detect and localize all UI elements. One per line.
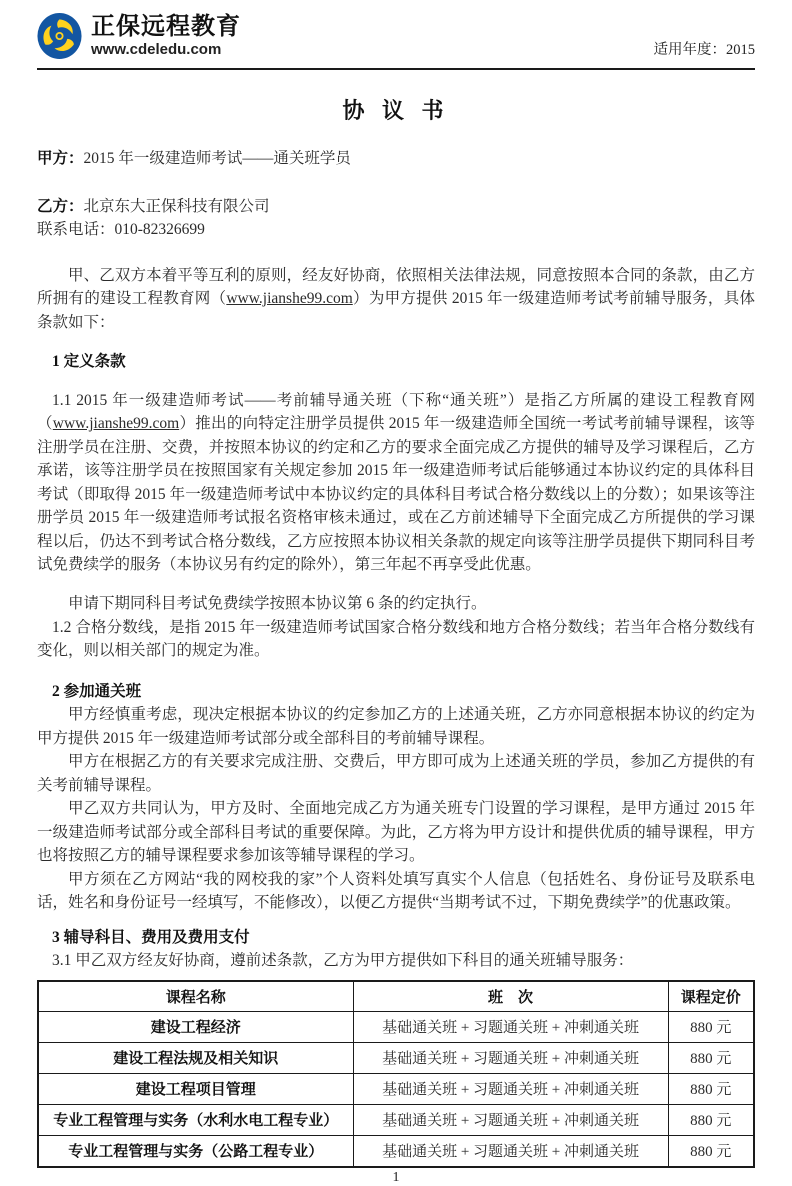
clause-2-p4: 甲方须在乙方网站“我的网校我的家”个人资料处填写真实个人信息（包括姓名、身份证号及联系电话，姓名和身份证号一经填写，不能修改），以便乙方提供“当期考试不过，下期免费续学”的优惠政策。 xyxy=(37,870,755,911)
course-classes: 基础通关班 + 习题通关班 + 冲刺通关班 xyxy=(353,1073,668,1104)
clause-1-1 xyxy=(37,389,755,577)
jianshe99-link-2: www.jianshe99.com xyxy=(52,415,180,432)
table-row xyxy=(38,1042,754,1073)
course-name: 专业工程管理与实务（水利水电工程专业） xyxy=(38,1104,353,1135)
table-header-row xyxy=(38,981,754,1012)
clause-2-p1: 甲方经慎重考虑，现决定根据本协议的约定参加乙方的上述通关班，乙方亦同意根据本协议的约定为甲方提供 2015 年一级建造师考试部分或全部科目的考前辅导课程。 xyxy=(37,706,755,747)
clause-2-p3: 甲乙双方共同认为，甲方及时、全面地完成乙方为通关班专门设置的学习课程，是甲方通过 2015 年一级建造师考试部分或全部科目考试的重要保障。为此，乙方将为甲方设计和提供优质的辅导课程，甲方也将按照乙方的辅导课程要求参加该等辅导课程的学习。 xyxy=(37,800,755,864)
cdeledu-logo-icon xyxy=(37,12,82,60)
course-price: 880 元 xyxy=(668,1104,754,1135)
course-name: 建设工程项目管理 xyxy=(38,1073,353,1104)
course-name: 专业工程管理与实务（公路工程专业） xyxy=(38,1135,353,1167)
col-header-price: 课程定价 xyxy=(668,981,754,1012)
party-a-line xyxy=(37,147,755,171)
brand-text xyxy=(91,14,241,59)
contact-value: 010-82326699 xyxy=(114,221,205,238)
table-row xyxy=(38,1011,754,1042)
section-3-heading: 3 辅导科目、费用及费用支付 xyxy=(52,928,250,946)
contact-label: 联系电话： xyxy=(37,221,115,238)
party-b-label: 乙方： xyxy=(37,197,84,215)
clause-1-1-renewal: 申请下期同科目考试免费续学按照本协议第 6 条的约定执行。 xyxy=(68,595,487,612)
course-classes: 基础通关班 + 习题通关班 + 冲刺通关班 xyxy=(353,1104,668,1135)
party-a-label: 甲方： xyxy=(37,150,84,167)
course-price: 880 元 xyxy=(668,1011,754,1042)
table-row xyxy=(38,1104,754,1135)
party-a-value: 2015 年一级建造师考试——通关班学员 xyxy=(83,150,351,167)
document-title: 协 议 书 xyxy=(342,98,450,123)
brand-name: 正保远程教育 xyxy=(91,12,241,40)
course-classes: 基础通关班 + 习题通关班 + 冲刺通关班 xyxy=(353,1042,668,1073)
course-classes: 基础通关班 + 习题通关班 + 冲刺通关班 xyxy=(353,1135,668,1167)
col-header-course: 课程名称 xyxy=(38,981,353,1012)
intro-paragraph xyxy=(37,264,755,335)
table-row xyxy=(38,1135,754,1167)
clause-2-p2: 甲方在根据乙方的有关要求完成注册、交费后，甲方即可成为上述通关班的学员，参加乙方提供的有关考前辅导课程。 xyxy=(37,753,755,794)
clause-1-2: 1.2 合格分数线，是指 2015 年一级建造师考试国家合格分数线和地方合格分数线；若当年合格分数线有变化，则以相关部门的规定为准。 xyxy=(37,618,755,659)
page-number: 1 xyxy=(392,1169,400,1185)
page-header xyxy=(37,0,755,70)
clause-1-1-text-after: ）推出的向特定注册学员提供 2015 年一级建造师全国统一考试考前辅导课程，该等注册学员在注册、交费，并按照本协议的约定和乙方的要求全面完成乙方提供的辅导及学习课程后，乙方承诺，该等注册学员在按照国家有关规定参加 2015 年一级建造师考试后能够通过本协议约定的具体科目考试（即取得 2015 年一级建造师考试中本协议约定的具体科目考试合格分数线以上的分数）；如果该等注册学员 2015 年一级建造师考试报名资格审核未通过，或在乙方前述辅导下全面完成乙方所提供的学习课程以后，仍达不到考试合格分数线，乙方应按照本协议相关条款的规定向该等注册学员提供下期同科目考试免费续学的服务（本协议另有约定的除外），第三年起不再享受此优惠。 xyxy=(37,415,755,573)
col-header-classes: 班 次 xyxy=(353,981,668,1012)
intro-text-after: ）为甲方提供 2015 年一级建造师考试考前辅导服务，具体条款如下： xyxy=(37,290,755,331)
clause-1-1-text-before: 1.1 2015 年一级建造师考试——考前辅导通关班（下称“通关班”）是指乙方所属的建设工程教育网（ xyxy=(37,391,755,432)
jianshe99-link: www.jianshe99.com xyxy=(226,290,353,307)
course-classes: 基础通关班 + 习题通关班 + 冲刺通关班 xyxy=(353,1011,668,1042)
course-name: 建设工程经济 xyxy=(38,1011,353,1042)
brand-url: www.cdeledu.com xyxy=(91,40,222,58)
intro-text-before: 甲、乙双方本着平等互利的原则，经友好协商，依照相关法律法规，同意按照本合同的条款，由乙方所拥有的建设工程教育网（ xyxy=(37,266,755,307)
course-fee-table xyxy=(37,980,755,1168)
table-row xyxy=(38,1073,754,1104)
course-price: 880 元 xyxy=(668,1042,754,1073)
section-2-heading: 2 参加通关班 xyxy=(52,682,142,700)
course-price: 880 元 xyxy=(668,1135,754,1167)
party-b-line xyxy=(37,195,755,219)
course-price: 880 元 xyxy=(668,1073,754,1104)
brand-block xyxy=(37,12,241,60)
course-name: 建设工程法规及相关知识 xyxy=(38,1042,353,1073)
applicable-year-label: 适用年度：2015 xyxy=(653,42,755,58)
clause-3-1: 3.1 甲乙双方经友好协商，遵前述条款，乙方为甲方提供如下科目的通关班辅导服务： xyxy=(52,952,634,969)
section-1-heading: 1 定义条款 xyxy=(52,352,126,370)
party-b-value: 北京东大正保科技有限公司 xyxy=(83,197,270,215)
contact-line xyxy=(37,218,755,242)
